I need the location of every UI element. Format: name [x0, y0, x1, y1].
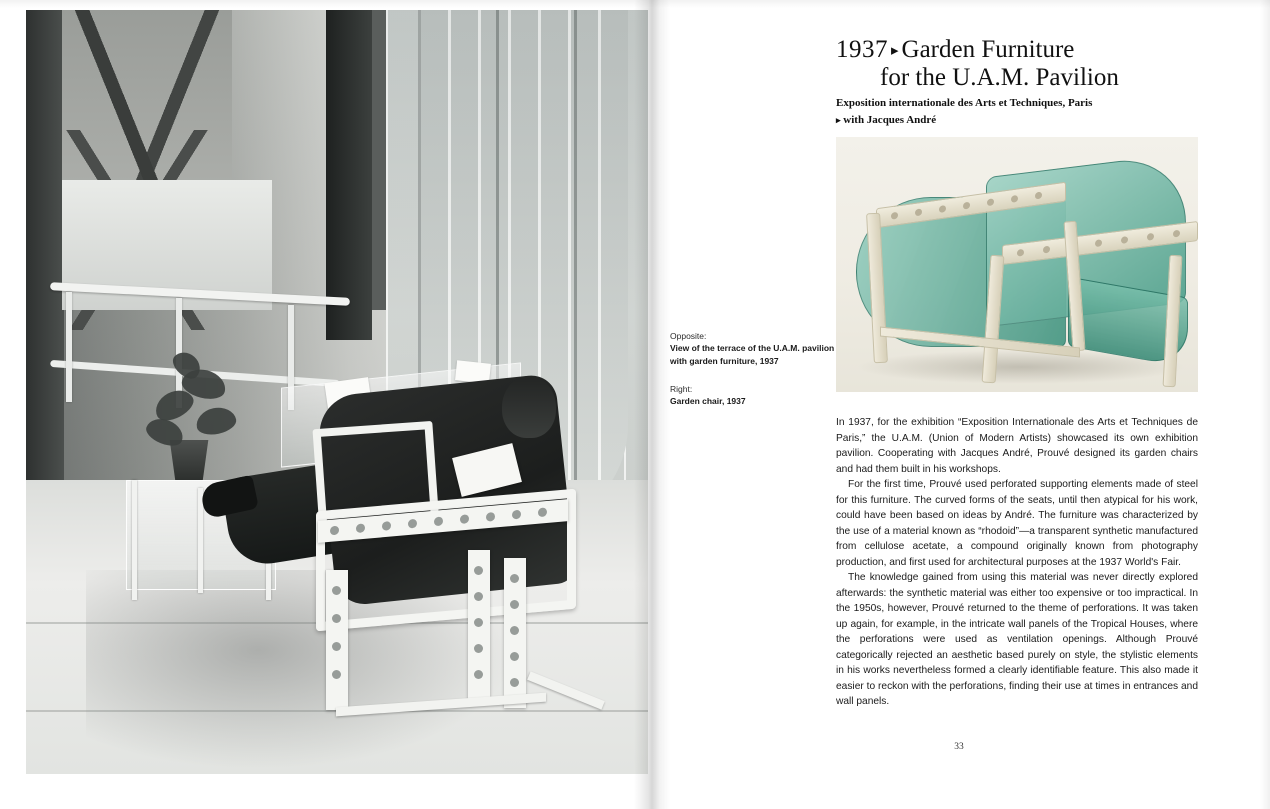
- right-page: [648, 0, 1270, 809]
- subtitle-arrow-icon: ▸: [836, 114, 841, 125]
- body-paragraph-3: The knowledge gained from using this material was never directly explored afterwards: the synthetic material was either too expensive or too impractical. In the 1950s, however, Prouvé returned to the theme of perforations. It was taken up again, for example, in the intricate wall panels of the Tropical Houses, where the perforations were used as ventilation openings. Although Prouvé categorically rejected an aesthetic based purely on style, the stylistic elements in his works nevertheless formed a clearly identifiable feature. This also made it easier to reckon with the perforations, finding their use at times in entrances and wall panels.: [836, 572, 1198, 707]
- page-title: [836, 36, 1206, 92]
- terrace-photograph: [26, 10, 648, 774]
- perforated-leg: [326, 570, 348, 710]
- article-body: [836, 415, 1198, 710]
- stool-leg: [132, 480, 137, 600]
- subtitle-collaborator: with Jacques André: [843, 113, 937, 126]
- caption-1-text: View of the terrace of the U.A.M. pavilion with garden furniture, 1937: [670, 343, 835, 366]
- caption-1-lead: Opposite:: [670, 331, 707, 341]
- caption-2-lead: Right:: [670, 383, 693, 394]
- structural-column-inner: [372, 10, 386, 310]
- subtitle-exhibition: Exposition internationale des Arts et Techniques, Paris: [836, 97, 1093, 109]
- garden-chair-photograph: [836, 137, 1198, 392]
- page-number: 33: [954, 742, 964, 752]
- structural-column-center: [326, 10, 372, 340]
- railing-post: [66, 292, 72, 402]
- body-paragraph-2: For the first time, Prouvé used perforated supporting elements made of steel for this furniture. The curved forms of the seats, until then atypical for his work, could have been based on ideas by André. The furniture was characterized by the use of a material known as “rhodoid”—a transparent synthetic manufactured from cellulose acetate, a compound originally known from photography production, and first used for architectural purposes at the 1937 World's Fair.: [836, 479, 1198, 568]
- mullion-icon: [574, 10, 577, 530]
- body-paragraph-1: In 1937, for the exhibition “Exposition Internationale des Arts et Techniques de Paris,” the U.A.M. (Union of Modern Artists) showcased its own exhibition pavilion. Cooperating with Jacques André, Prouvé designed its garden chairs and had them built in his workshops.: [836, 417, 1198, 475]
- perforated-leg: [468, 550, 490, 700]
- caption-2-text: Garden chair, 1937: [670, 396, 746, 407]
- page-subtitle: [836, 95, 1206, 128]
- title-year: 1937: [836, 36, 888, 63]
- perforated-leg: [504, 558, 526, 708]
- seated-man-head: [502, 376, 556, 438]
- title-arrow-icon: ▸: [891, 43, 899, 59]
- title-line-2: for the U.A.M. Pavilion: [880, 64, 1119, 91]
- page-edge-shadow: [1260, 0, 1270, 809]
- title-line-1: Garden Furniture: [901, 36, 1075, 63]
- figure-captions: [670, 330, 835, 408]
